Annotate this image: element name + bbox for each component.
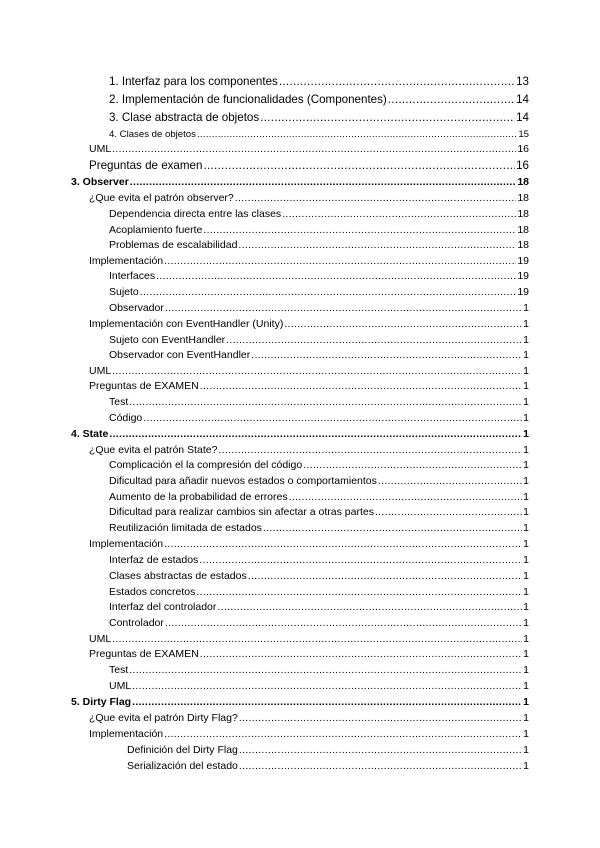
toc-leader	[303, 459, 522, 472]
toc-leader	[112, 143, 516, 156]
toc-entry-title: Observador con EventHandler	[109, 349, 251, 361]
toc-leader	[132, 696, 522, 709]
toc-entry-page: 1	[523, 744, 529, 756]
toc-entry[interactable]	[89, 630, 529, 646]
toc-entry-page: 1	[523, 302, 529, 314]
toc-entry-page: 19	[517, 270, 529, 282]
toc-entry-title: UML	[89, 143, 112, 155]
toc-entry-page: 1	[523, 475, 529, 487]
toc-entry-title: Problemas de escalabilidad	[109, 239, 238, 251]
toc-entry[interactable]	[109, 283, 529, 299]
toc-entry[interactable]	[109, 125, 529, 141]
toc-entry-title: 3. Clase abstracta de objetos	[109, 111, 260, 124]
toc-leader	[165, 302, 522, 315]
toc-entry-title: Test	[109, 664, 129, 676]
toc-entry-title: ¿Que evita el patrón State?	[89, 444, 218, 456]
toc-entry-title: 2. Implementación de funcionalidades (Componentes)	[109, 93, 387, 106]
toc-entry-title: Preguntas de EXAMEN	[89, 648, 199, 660]
toc-chapter[interactable]	[71, 693, 529, 709]
toc-entry-title: Acoplamiento fuerte	[109, 224, 203, 236]
toc-leader	[203, 159, 515, 172]
toc-leader	[239, 712, 522, 725]
toc-entry[interactable]	[109, 221, 529, 237]
toc-entry-title: 4. State	[71, 428, 109, 440]
toc-entry-title: Interfaz de estados	[109, 554, 199, 566]
toc-entry-page: 1	[523, 760, 529, 772]
toc-entry-page: 1	[523, 586, 529, 598]
toc-entry-page: 16	[516, 159, 529, 172]
toc-entry-title: Preguntas de examen	[89, 159, 203, 172]
toc-entry[interactable]	[109, 331, 529, 347]
toc-entry-title: Código	[109, 412, 143, 424]
toc-entry-title: Observador	[109, 302, 164, 314]
toc-entry[interactable]	[89, 156, 529, 172]
toc-entry[interactable]	[109, 393, 529, 409]
toc-chapter[interactable]	[71, 425, 529, 441]
toc-leader	[164, 538, 522, 551]
toc-entry[interactable]	[109, 409, 529, 425]
toc-entry-title: Serialización del estado	[127, 760, 238, 772]
toc-entry-page: 1	[523, 712, 529, 724]
toc-entry[interactable]	[109, 108, 529, 124]
toc-entry[interactable]	[89, 252, 529, 268]
toc-leader	[378, 475, 522, 488]
toc-leader	[238, 239, 516, 252]
toc-entry-page: 1	[523, 680, 529, 692]
toc-entry[interactable]	[109, 299, 529, 315]
toc-entry[interactable]	[89, 377, 529, 393]
toc-entry-page: 1	[523, 570, 529, 582]
toc-entry-page: 1	[523, 491, 529, 503]
toc-leader	[200, 648, 522, 661]
toc-leader	[140, 286, 517, 299]
toc-entry-title: Implementación	[89, 255, 164, 267]
toc-entry-page: 1	[523, 412, 529, 424]
toc-leader	[164, 728, 522, 741]
toc-entry-page: 1	[523, 428, 529, 440]
toc-entry-title: 1. Interfaz para los componentes	[109, 75, 278, 88]
toc-entry-title: UML	[89, 365, 112, 377]
toc-entry-title: Complicación el la compresión del código	[109, 459, 303, 471]
toc-entry[interactable]	[89, 709, 529, 725]
toc-entry-title: Estados concretos	[109, 586, 196, 598]
toc-entry-page: 1	[523, 318, 529, 330]
toc-entry-page: 14	[516, 111, 529, 124]
toc-entry-page: 1	[523, 664, 529, 676]
toc-entry-page: 1	[523, 365, 529, 377]
toc-entry[interactable]	[89, 362, 529, 378]
toc-leader	[282, 208, 516, 221]
toc-leader	[239, 760, 522, 773]
toc-entry-page: 18	[517, 239, 529, 251]
toc-leader	[132, 680, 522, 693]
toc-entry-title: Sujeto con EventHandler	[109, 334, 226, 346]
toc-entry-page: 1	[523, 601, 529, 613]
toc-entry-page: 1	[523, 396, 529, 408]
toc-leader	[109, 428, 522, 441]
toc-entry[interactable]	[89, 535, 529, 551]
toc-entry[interactable]	[127, 757, 529, 773]
toc-entry-page: 1	[523, 538, 529, 550]
toc-entry[interactable]	[109, 519, 529, 535]
toc-entry-page: 1	[523, 554, 529, 566]
toc-entry-title: Preguntas de EXAMEN	[89, 380, 199, 392]
toc-entry[interactable]	[89, 441, 529, 457]
toc-entry[interactable]	[109, 267, 529, 283]
toc-leader	[130, 176, 517, 189]
toc-leader	[375, 506, 522, 519]
toc-entry[interactable]	[89, 725, 529, 741]
toc-entry-page: 1	[523, 648, 529, 660]
toc-leader	[239, 744, 522, 757]
toc-leader	[217, 601, 522, 614]
toc-leader	[165, 617, 522, 630]
toc-entry-title: 5. Dirty Flag	[71, 696, 132, 708]
toc-entry-title: Clases abstractas de estados	[109, 570, 247, 582]
toc-entry[interactable]	[89, 645, 529, 661]
toc-leader	[284, 318, 522, 331]
toc-entry-title: Reutilización limitada de estados	[109, 522, 262, 534]
toc-entry-title: Test	[109, 396, 129, 408]
toc-entry-page: 18	[517, 176, 529, 188]
toc-entry-page: 13	[516, 75, 529, 88]
toc-entry[interactable]	[109, 551, 529, 567]
toc-leader	[251, 349, 522, 362]
toc-leader	[199, 554, 522, 567]
toc-entry[interactable]	[109, 677, 529, 693]
toc-entry[interactable]	[109, 583, 529, 599]
toc-entry[interactable]	[109, 72, 529, 88]
toc-entry-page: 1	[523, 334, 529, 346]
toc-entry-page: 14	[516, 93, 529, 106]
toc-entry[interactable]	[109, 503, 529, 519]
toc-entry-title: Dificultad para realizar cambios sin afectar a otras partes	[109, 506, 374, 518]
toc-leader	[388, 93, 515, 106]
toc-entry-title: Dificultad para añadir nuevos estados o comportamientos	[109, 475, 377, 487]
toc-entry[interactable]	[109, 205, 529, 221]
toc-entry-title: ¿Que evita el patrón observer?	[89, 192, 234, 204]
toc-entry[interactable]	[109, 236, 529, 252]
toc-entry-title: Definición del Dirty Flag	[127, 744, 238, 756]
toc-entry[interactable]	[109, 90, 529, 106]
toc-entry-page: 19	[517, 255, 529, 267]
toc-entry-title: Sujeto	[109, 286, 139, 298]
toc-entry-title: UML	[89, 633, 112, 645]
toc-entry-page: 1	[523, 380, 529, 392]
toc-entry-title: Dependencia directa entre las clases	[109, 208, 282, 220]
toc-entry-page: 18	[517, 224, 529, 236]
toc-entry[interactable]	[109, 598, 529, 614]
toc-entry-page: 1	[523, 696, 529, 708]
toc-entry-title: 4. Clases de objetos	[109, 129, 196, 140]
toc-chapter[interactable]	[71, 173, 529, 189]
toc-entry-title: Interfaces	[109, 270, 156, 282]
toc-entry-page: 1	[523, 349, 529, 361]
toc-entry[interactable]	[109, 661, 529, 677]
toc-entry-page: 1	[523, 617, 529, 629]
toc-leader	[279, 75, 515, 88]
toc-entry[interactable]	[109, 488, 529, 504]
toc-entry-page: 1	[523, 633, 529, 645]
toc-entry[interactable]	[109, 456, 529, 472]
toc-leader	[129, 664, 522, 677]
toc-entry-title: UML	[109, 680, 132, 692]
toc-entry[interactable]	[89, 315, 529, 331]
toc-entry-page: 1	[523, 506, 529, 518]
toc-leader	[156, 270, 516, 283]
toc-entry-page: 1	[523, 459, 529, 471]
toc-entry-page: 18	[517, 192, 529, 204]
toc-entry[interactable]	[89, 140, 529, 156]
toc-entry[interactable]	[109, 472, 529, 488]
toc-entry-title: 3. Observer	[71, 176, 129, 188]
toc-leader	[263, 522, 522, 535]
toc-leader	[248, 570, 522, 583]
toc-entry-title: Implementación	[89, 538, 164, 550]
toc-entry-page: 1	[523, 444, 529, 456]
toc-entry-page: 16	[517, 143, 529, 155]
toc-leader	[200, 380, 522, 393]
toc-entry[interactable]	[109, 346, 529, 362]
toc-entry-page: 18	[517, 208, 529, 220]
toc-entry-title: Controlador	[109, 617, 164, 629]
toc-leader	[129, 396, 522, 409]
toc-entry[interactable]	[89, 189, 529, 205]
toc-leader	[235, 192, 517, 205]
toc-entry[interactable]	[109, 614, 529, 630]
toc-entry[interactable]	[109, 567, 529, 583]
toc-entry-title: ¿Que evita el patrón Dirty Flag?	[89, 712, 238, 724]
toc-entry-page: 15	[518, 129, 529, 140]
toc-entry-title: Interfaz del controlador	[109, 601, 217, 613]
toc-entry-title: Implementación	[89, 728, 164, 740]
toc-leader	[260, 111, 515, 124]
toc-leader	[143, 412, 522, 425]
toc-entry-title: Implementación con EventHandler (Unity)	[89, 318, 284, 330]
toc-entry-page: 1	[523, 728, 529, 740]
toc-entry[interactable]	[127, 741, 529, 757]
toc-entry-title: Aumento de la probabilidad de errores	[109, 491, 288, 503]
toc-entry-page: 1	[523, 522, 529, 534]
toc-entry-page: 19	[517, 286, 529, 298]
